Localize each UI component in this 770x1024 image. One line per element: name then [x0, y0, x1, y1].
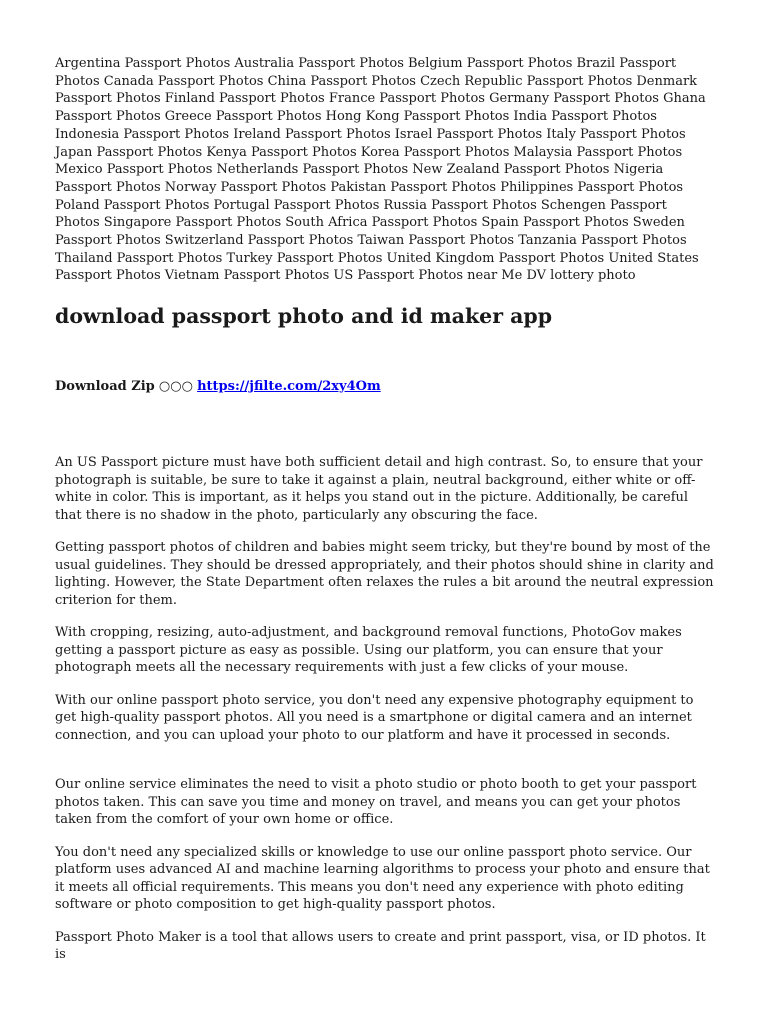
countries-list-text: Argentina Passport Photos Australia Passport Photos Belgium Passport Photos Brazil Passport Photos Canada Passport Photos China Passport Photos Czech Republic Passport Photos Denmark Passport Photos Finland Passport Photos France Passport Photos Germany Passport Photos Ghana Passport Photos Greece Passport Photos Hong Kong Passport Photos India Passport Photos Indonesia Passport Photos Ireland Passport Photos Israel Passport Photos Italy Passport Photos Japan Passport Photos Kenya Passport Photos Korea Passport Photos Malaysia Passport Photos Mexico Passport Photos Netherlands Passport Photos New Zealand Passport Photos Nigeria Passport Photos Norway Passport Photos Pakistan Passport Photos Philippines Passport Photos Poland Passport Photos Portugal Passport Photos Russia Passport Photos Schengen Passport Photos Singapore Passport Photos South Africa Passport Photos Spain Passport Photos Sweden Passport Photos Switzerland Passport Photos Taiwan Passport Photos Tanzania Passport Photos Thailand Passport Photos Turkey Passport Photos United Kingdom Passport Photos United States Passport Photos Vietnam Passport Photos US Passport Photos near Me DV lottery photo: [55, 56, 706, 284]
paragraph: With our online passport photo service, you don't need any expensive photography equipment to get high-quality passport photos. All you need is a smartphone or digital camera and an internet connection, and you can upload your photo to our platform and have it processed in seconds.: [55, 692, 694, 743]
page-title: download passport photo and id maker app: [55, 304, 553, 329]
paragraph: An US Passport picture must have both sufficient detail and high contrast. So, to ensure that your photograph is suitable, be sure to take it against a plain, neutral background, either white or off-white in color. This is important, as it helps you stand out in the picture. Additionally, be careful that there is no shadow in the photo, particularly any obscuring the face.: [55, 455, 703, 523]
paragraph: Passport Photo Maker is a tool that allows users to create and print passport, visa, or ID photos. It is: [55, 929, 706, 963]
download-line: [55, 378, 715, 396]
paragraph: With cropping, resizing, auto-adjustment, and background removal functions, PhotoGov makes getting a passport picture as easy as possible. Using our platform, you can ensure that your photograph meets all the necessary requirements with just a few clicks of your mouse.: [55, 625, 682, 676]
download-link[interactable]: https://jfilte.com/2xy4Om: [197, 379, 381, 395]
paragraph: Our online service eliminates the need to visit a photo studio or photo booth to get your passport photos taken. This can save you time and money on travel, and means you can get your photos taken from the comfort of your own home or office.: [55, 777, 697, 828]
paragraph: You don't need any specialized skills or knowledge to use our online passport photo service. Our platform uses advanced AI and machine learning algorithms to process your photo and ensure that it meets all official requirements. This means you don't need any experience with photo editing software or photo composition to get high-quality passport photos.: [55, 844, 710, 913]
paragraph: Getting passport photos of children and babies might seem tricky, but they're bound by most of the usual guidelines. They should be dressed appropriately, and their photos should shine in clarity and lighting. However, the State Department often relaxes the rules a bit around the neutral expression criterion for them.: [55, 540, 714, 608]
document-page: [55, 55, 715, 964]
download-label: Download Zip: [55, 379, 155, 395]
download-symbols: ○○○: [158, 379, 193, 395]
